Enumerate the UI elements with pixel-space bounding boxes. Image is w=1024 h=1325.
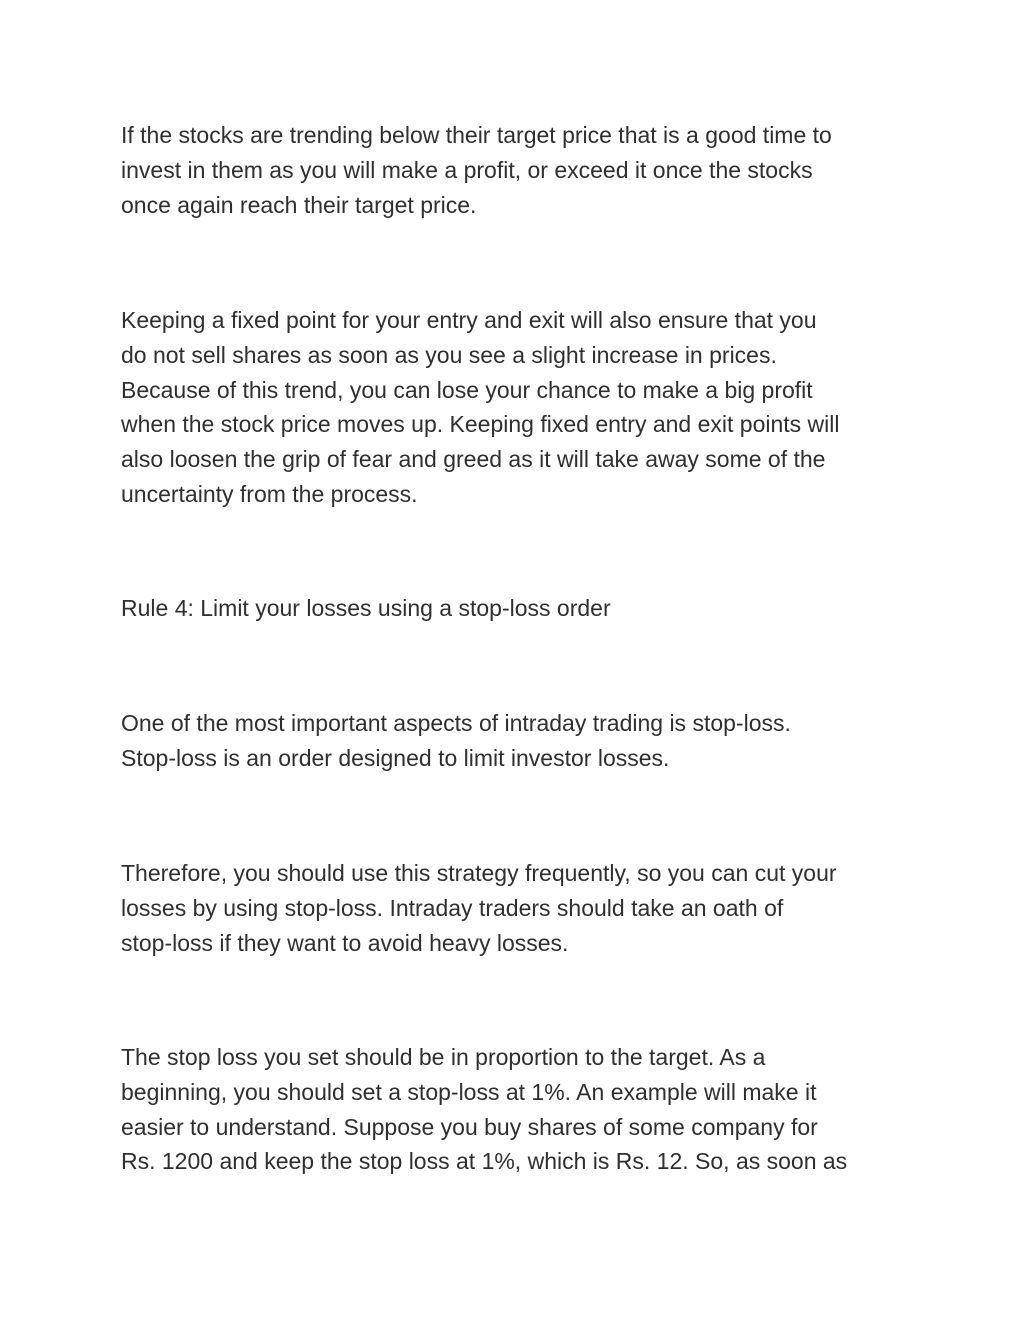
text-line: Therefore, you should use this strategy frequently, so you can cut your — [121, 860, 837, 886]
text-line: beginning, you should set a stop-loss at 1%. An example will make it — [121, 1078, 817, 1105]
text-line: One of the most important aspects of intraday trading is stop-loss. — [121, 710, 791, 736]
paragraph-stop-loss-strategy — [121, 856, 911, 960]
paragraph-stop-loss-example — [121, 1040, 911, 1179]
paragraph-target-price — [121, 118, 911, 222]
paragraph-stop-loss-intro — [121, 706, 911, 776]
text-line: when the stock price moves up. Keeping fixed entry and exit points will — [121, 411, 840, 438]
text-line: once again reach their target price. — [121, 191, 477, 218]
text-line: uncertainty from the process. — [121, 480, 418, 507]
text-line: The stop loss you set should be in proportion to the target. As a — [121, 1044, 766, 1070]
text-line: Rs. 1200 and keep the stop loss at 1%, which is Rs. 12. So, as soon as — [121, 1148, 848, 1175]
text-line: If the stocks are trending below their target price that is a good time to — [121, 122, 832, 148]
text-line: invest in them as you will make a profit, or exceed it once the stocks — [121, 156, 813, 183]
text-line: also loosen the grip of fear and greed as it will take away some of the — [121, 446, 826, 473]
text-line: losses by using stop-loss. Intraday traders should take an oath of — [121, 894, 784, 921]
text-line: Because of this trend, you can lose your chance to make a big profit — [121, 376, 813, 403]
text-line: Rule 4: Limit your losses using a stop-loss order — [121, 595, 611, 621]
text-line: Keeping a fixed point for your entry and exit will also ensure that you — [121, 307, 817, 333]
text-line: easier to understand. Suppose you buy shares of some company for — [121, 1113, 818, 1140]
section-heading-rule-4 — [121, 591, 911, 626]
paragraph-fixed-entry-exit — [121, 303, 911, 512]
text-line: do not sell shares as soon as you see a slight increase in prices. — [121, 341, 777, 368]
text-line: stop-loss if they want to avoid heavy losses. — [121, 929, 569, 956]
text-line: Stop-loss is an order designed to limit investor losses. — [121, 744, 670, 771]
